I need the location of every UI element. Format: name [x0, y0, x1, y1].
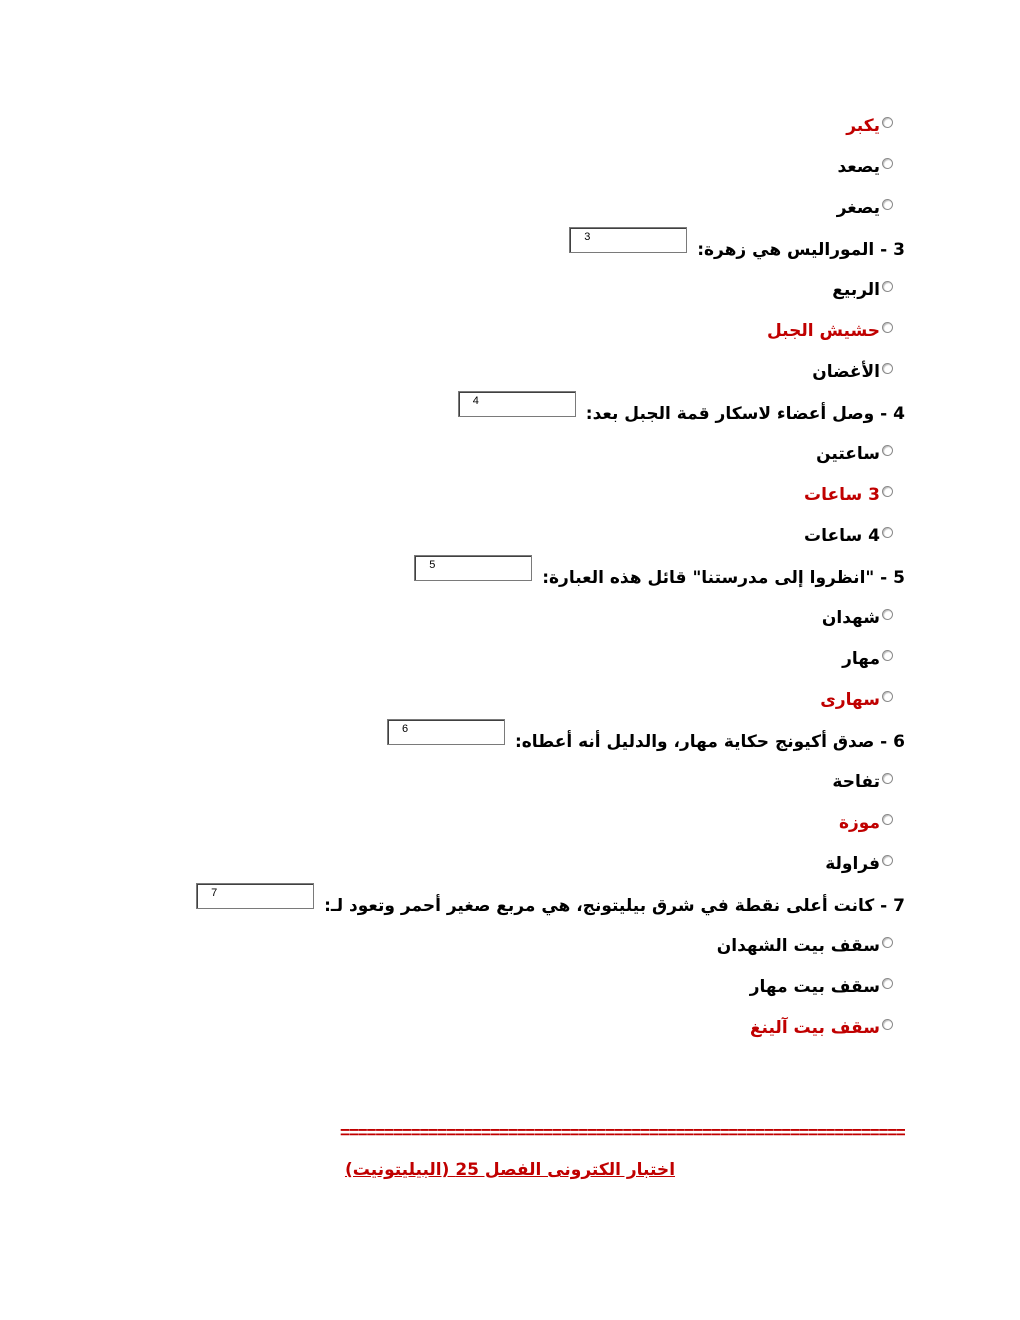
question-7: [140, 887, 905, 921]
question-text: 4 - وصل أعضاء لاسكار قمة الجبل بعد:: [585, 404, 905, 424]
option-label: يصعد: [837, 157, 880, 177]
option-label: 4 ساعات: [804, 526, 880, 546]
radio-icon[interactable]: [882, 445, 893, 456]
option-q7-3[interactable]: [140, 1014, 905, 1042]
option-label: سهارى: [820, 690, 880, 710]
option-q7-2[interactable]: [140, 973, 905, 1001]
option-label: ساعتين: [816, 444, 880, 464]
radio-icon[interactable]: [882, 199, 893, 210]
option-q5-2[interactable]: [140, 645, 905, 673]
option-label: سقف بيت مهار: [749, 977, 880, 997]
answer-field[interactable]: 7: [196, 883, 314, 909]
option-label: الأغضان: [812, 362, 880, 382]
option-q3-3[interactable]: [140, 358, 905, 386]
option-label: سقف بيت الشهدان: [716, 936, 880, 956]
question-5: [140, 559, 905, 593]
radio-icon[interactable]: [882, 773, 893, 784]
question-text: 5 - "انظروا إلى مدرستنا" قائل هذه العبارة:: [542, 568, 905, 588]
radio-icon[interactable]: [882, 691, 893, 702]
question-text: 7 - كانت أعلى نقطة في شرق بيليتونج، هي مربع صغير أحمر وتعود لـ:: [324, 896, 905, 916]
question-text: 6 - صدق أكيونج حكاية مهار، والدليل أنه أعطاه:: [514, 732, 905, 752]
quiz-page: [140, 112, 905, 1055]
question-3: [140, 231, 905, 265]
option-label: 3 ساعات: [804, 485, 880, 505]
radio-icon[interactable]: [882, 609, 893, 620]
option-label: سقف بيت آلينغ: [749, 1018, 880, 1038]
radio-icon[interactable]: [882, 363, 893, 374]
section-divider: ================================================================: [340, 1123, 905, 1142]
radio-icon[interactable]: [882, 486, 893, 497]
radio-icon[interactable]: [882, 281, 893, 292]
option-label: موزة: [838, 813, 880, 833]
option-label: يصغر: [836, 198, 880, 218]
radio-icon[interactable]: [882, 937, 893, 948]
option-label: شهدان: [821, 608, 880, 628]
radio-icon[interactable]: [882, 527, 893, 538]
option-q4-1[interactable]: [140, 440, 905, 468]
radio-icon[interactable]: [882, 855, 893, 866]
option-q5-1[interactable]: [140, 604, 905, 632]
question-4: [140, 395, 905, 429]
radio-icon[interactable]: [882, 814, 893, 825]
radio-icon[interactable]: [882, 117, 893, 128]
answer-field[interactable]: 4: [458, 391, 576, 417]
option-label: تفاحة: [832, 772, 880, 792]
footer: [0, 1160, 1020, 1180]
option-q7-1[interactable]: [140, 932, 905, 960]
option-q3-1[interactable]: [140, 276, 905, 304]
next-quiz-link[interactable]: اختبار الكترونى الفصل 25 (البيليتونيت): [344, 1160, 676, 1180]
question-6: [140, 723, 905, 757]
question-text: 3 - الموراليس هي زهرة:: [697, 240, 905, 260]
option-q6-2[interactable]: [140, 809, 905, 837]
radio-icon[interactable]: [882, 650, 893, 661]
option-q2-1[interactable]: [140, 112, 905, 140]
option-label: مهار: [842, 649, 880, 669]
radio-icon[interactable]: [882, 322, 893, 333]
answer-field[interactable]: 6: [387, 719, 505, 745]
option-q4-2[interactable]: [140, 481, 905, 509]
option-q2-3[interactable]: [140, 194, 905, 222]
option-label: الربيع: [832, 280, 880, 300]
option-label: حشيش الجبل: [766, 321, 880, 341]
option-q4-3[interactable]: [140, 522, 905, 550]
radio-icon[interactable]: [882, 978, 893, 989]
radio-icon[interactable]: [882, 158, 893, 169]
option-q6-1[interactable]: [140, 768, 905, 796]
radio-icon[interactable]: [882, 1019, 893, 1030]
option-q3-2[interactable]: [140, 317, 905, 345]
option-q2-2[interactable]: [140, 153, 905, 181]
option-q6-3[interactable]: [140, 850, 905, 878]
answer-field[interactable]: 5: [414, 555, 532, 581]
option-label: يكبر: [846, 116, 880, 136]
option-label: فراولة: [825, 854, 880, 874]
option-q5-3[interactable]: [140, 686, 905, 714]
answer-field[interactable]: 3: [569, 227, 687, 253]
